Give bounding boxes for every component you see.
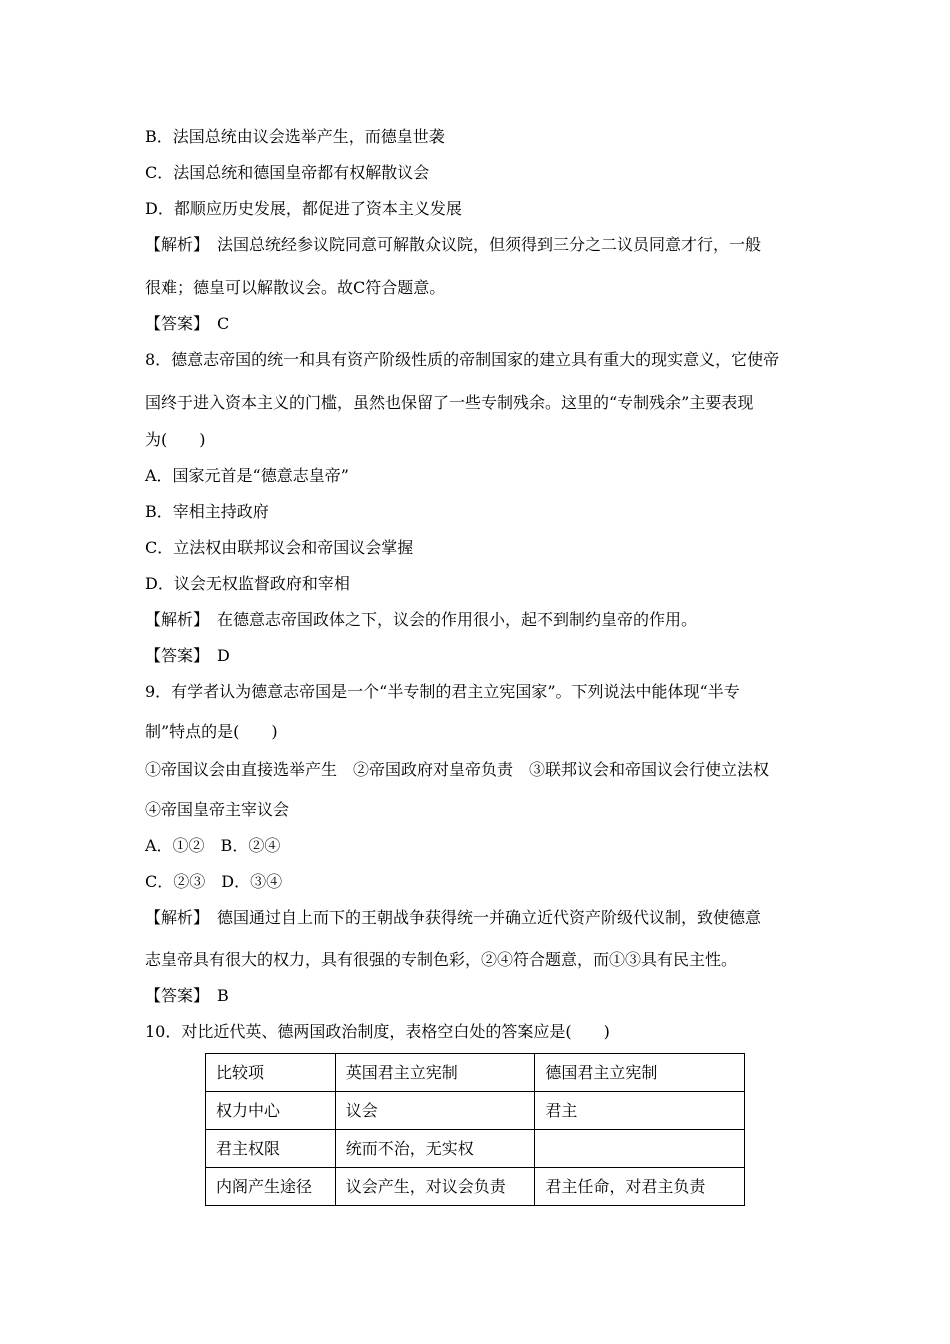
q8-option-d: D．议会无权监督政府和宰相: [145, 574, 350, 593]
table-cell: 比较项: [206, 1054, 336, 1092]
table-cell-blank: [535, 1130, 745, 1168]
q8-stem-line-1: 8．德意志帝国的统一和具有资产阶级性质的帝制国家的建立具有重大的现实意义，它使帝: [145, 350, 780, 369]
table-cell: 内阁产生途径: [206, 1168, 336, 1206]
q7-option-c: C．法国总统和德国皇帝都有权解散议会: [145, 163, 430, 182]
q9-stem-line-1: 9．有学者认为德意志帝国是一个“半专制的君主立宪国家”。下列说法中能体现“半专: [145, 682, 740, 701]
q10-stem: 10．对比近代英、德两国政治制度，表格空白处的答案应是( ): [145, 1022, 610, 1041]
table-cell: 议会: [335, 1092, 535, 1130]
table-cell: 君主任命，对君主负责: [535, 1168, 745, 1206]
table-row: [206, 1092, 745, 1130]
table-cell: 君主: [535, 1092, 745, 1130]
q9-option-ab: A．①② B．②④: [145, 836, 281, 855]
q9-analysis-line-2: 志皇帝具有很大的权力，具有很强的专制色彩，②④符合题意，而①③具有民主性。: [145, 950, 738, 969]
q8-answer: 【答案】 D: [145, 646, 230, 665]
table-cell: 权力中心: [206, 1092, 336, 1130]
table-row: [206, 1130, 745, 1168]
table-cell: 君主权限: [206, 1130, 336, 1168]
q9-items-line-1: ①帝国议会由直接选举产生 ②帝国政府对皇帝负责 ③联邦议会和帝国议会行使立法权: [145, 760, 770, 779]
q7-analysis-line-1: 【解析】 法国总统经参议院同意可解散众议院，但须得到三分之二议员同意才行，一般: [145, 235, 762, 254]
q9-analysis-line-1: 【解析】 德国通过自上而下的王朝战争获得统一并确立近代资产阶级代议制，致使德意: [145, 908, 762, 927]
q7-option-d: D．都顺应历史发展，都促进了资本主义发展: [145, 199, 462, 218]
q9-items-line-2: ④帝国皇帝主宰议会: [145, 800, 290, 819]
q8-option-c: C．立法权由联邦议会和帝国议会掌握: [145, 538, 414, 557]
q8-option-b: B．宰相主持政府: [145, 502, 269, 521]
table-cell: 德国君主立宪制: [535, 1054, 745, 1092]
q8-analysis: 【解析】 在德意志帝国政体之下，议会的作用很小，起不到制约皇帝的作用。: [145, 610, 698, 629]
q8-stem-line-3: 为( ): [145, 430, 206, 449]
table-cell: 统而不治，无实权: [335, 1130, 535, 1168]
q7-option-b: B．法国总统由议会选举产生，而德皇世袭: [145, 127, 445, 146]
table-row: [206, 1054, 745, 1092]
q7-answer: 【答案】 C: [145, 314, 230, 333]
q7-analysis-line-2: 很难；德皇可以解散议会。故C符合题意。: [145, 278, 446, 297]
comparison-table: [205, 1053, 745, 1206]
table-cell: 议会产生，对议会负责: [335, 1168, 535, 1206]
q9-option-cd: C．②③ D．③④: [145, 872, 283, 891]
q8-option-a: A．国家元首是“德意志皇帝”: [145, 466, 349, 485]
table-cell: 英国君主立宪制: [335, 1054, 535, 1092]
table-row: [206, 1168, 745, 1206]
q9-stem-line-2: 制”特点的是( ): [145, 722, 278, 741]
q9-answer: 【答案】 B: [145, 986, 229, 1005]
q8-stem-line-2: 国终于进入资本主义的门槛，虽然也保留了一些专制残余。这里的“专制残余”主要表现: [145, 393, 754, 412]
